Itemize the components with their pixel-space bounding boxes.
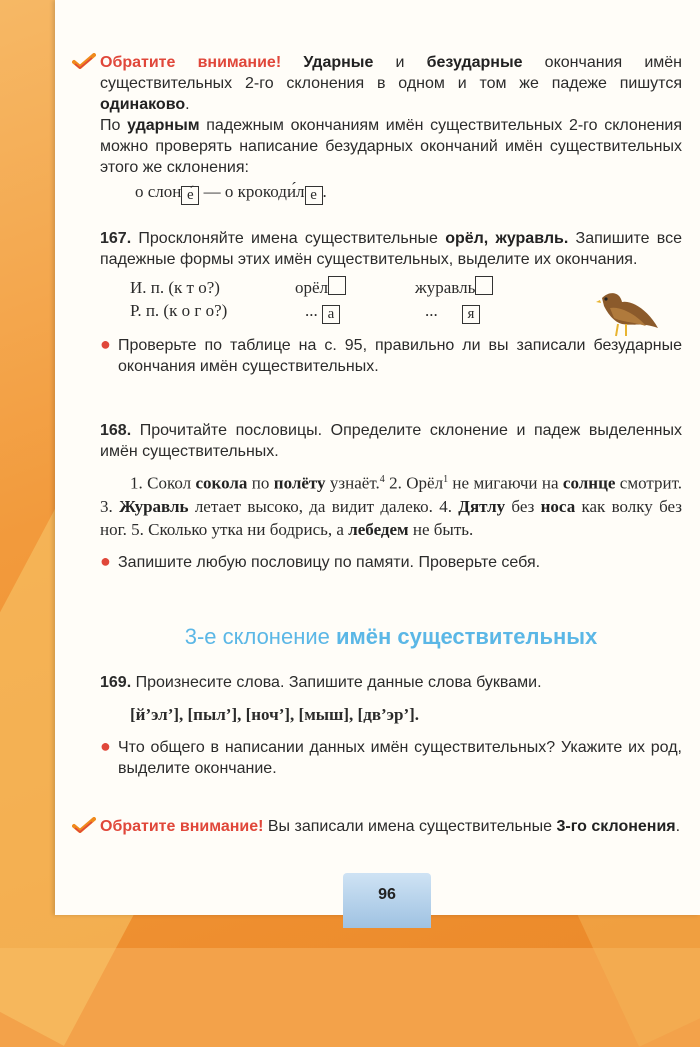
text: Просклоняйте имена существительные bbox=[131, 230, 446, 247]
bold-word: ударным bbox=[127, 117, 200, 134]
text: смотрит. 3. bbox=[100, 473, 683, 516]
bullet-icon: ● bbox=[100, 334, 111, 354]
footnote-mark: 4 bbox=[379, 474, 385, 485]
rule-paragraph bbox=[100, 115, 682, 178]
case-label: И. п. (к т о?) bbox=[130, 278, 220, 297]
bold-word: безударные bbox=[426, 54, 523, 71]
text: Произнесите слова. Запишите данные слова буквами. bbox=[131, 674, 542, 691]
section-heading bbox=[100, 624, 682, 650]
exercise-168 bbox=[100, 420, 682, 573]
attention-note-1 bbox=[100, 52, 682, 205]
ending-box bbox=[328, 276, 346, 295]
eagle-illustration bbox=[592, 288, 662, 340]
example-line: о слон е́ — о крокоди́л е . bbox=[135, 182, 327, 203]
ending-box: е́ bbox=[181, 186, 199, 205]
text: . bbox=[675, 818, 681, 835]
bold-word: Журавль bbox=[119, 496, 189, 516]
bold-word: Дятлу bbox=[458, 496, 506, 516]
text: без bbox=[505, 496, 541, 516]
text: падежным окончаниям имён существительных 2-го склонения можно проверять написание безударных окончаний имён существительных этого же склонения: bbox=[100, 117, 683, 176]
bullet-icon: ● bbox=[100, 736, 111, 756]
checkmark-brush-icon bbox=[72, 53, 96, 69]
exercise-number: 168. bbox=[100, 422, 132, 439]
ending-box: е bbox=[305, 186, 323, 205]
ending-box: я bbox=[462, 305, 480, 324]
ending-box bbox=[475, 276, 493, 295]
bold-word: носа bbox=[540, 496, 576, 516]
word-cell bbox=[305, 299, 340, 324]
text: по bbox=[247, 473, 274, 493]
task-text: Запишите любую пословицу по памяти. Проверьте себя. bbox=[118, 553, 541, 571]
text: не быть. bbox=[408, 519, 474, 539]
exercise-number: 169. bbox=[100, 674, 132, 691]
word-cell bbox=[295, 276, 346, 299]
exercise-number: 167. bbox=[100, 230, 132, 247]
case-label: Р. п. (к о г о?) bbox=[130, 301, 228, 320]
text: Вы записали имена существительные bbox=[263, 818, 557, 835]
attention-note-2 bbox=[100, 816, 682, 837]
text: о слон bbox=[135, 182, 182, 201]
transcription-words: [й’эл’], [пыл’], [ноч’], [мыш], [дв’эр’]. bbox=[130, 705, 420, 724]
bold-word: сокола bbox=[195, 473, 248, 493]
text: узнаёт. bbox=[325, 473, 380, 493]
textbook-page bbox=[55, 0, 700, 915]
text: журавль bbox=[415, 278, 476, 297]
footnote-mark: 1 bbox=[443, 474, 449, 485]
text: По bbox=[100, 117, 128, 134]
attention-label: Обратите внимание! bbox=[100, 818, 264, 835]
task-text: Что общего в написании данных имён существительных? Укажите их род, выделите окончание. bbox=[118, 739, 682, 777]
attention-label: Обратите внимание! bbox=[100, 54, 282, 71]
text: Прочитайте пословицы. Определите склонение и падеж выделенных имён существительных. bbox=[100, 422, 682, 460]
text: окончания имён существительных 2-го склонения в одном и том же падеже пишутся bbox=[100, 54, 683, 92]
word-cell bbox=[415, 276, 493, 299]
proverbs-text bbox=[100, 468, 682, 541]
heading-text-bold: имён существительных bbox=[335, 624, 598, 649]
heading-text: 3-е склонение bbox=[184, 624, 336, 649]
text: Запишите все падежные формы этих имён существительных, выделите их окончания. bbox=[100, 230, 682, 268]
text: и bbox=[373, 54, 427, 71]
bold-word: одинаково bbox=[100, 96, 186, 113]
text: — о крокоди́л bbox=[199, 182, 305, 201]
bold-word: полёту bbox=[273, 473, 326, 493]
ending-box: а bbox=[322, 305, 340, 324]
bold-word: солнце bbox=[562, 473, 616, 493]
page-number: 96 bbox=[343, 873, 431, 928]
text: 1. Сокол bbox=[130, 473, 196, 493]
text: не мигаючи на bbox=[448, 473, 563, 493]
word-cell bbox=[425, 299, 480, 324]
text: ... bbox=[425, 301, 438, 320]
text: 2. Орёл bbox=[384, 473, 444, 493]
text: ... bbox=[305, 301, 318, 320]
checkmark-brush-icon bbox=[72, 817, 96, 833]
text: . bbox=[185, 96, 190, 113]
bold-word: 3-го склонения bbox=[556, 818, 676, 835]
text: летает высоко, да видит далеко. 4. bbox=[188, 496, 459, 516]
text: как волку без ног. 5. Сколько утка ни бодрись, а bbox=[100, 496, 683, 539]
bold-word: орёл, журавль. bbox=[445, 230, 569, 247]
bullet-icon: ● bbox=[100, 550, 111, 571]
task-text: Проверьте по таблице на с. 95, правильно ли вы записали безударные окончания имён существительных. bbox=[118, 337, 682, 375]
text: орёл bbox=[295, 278, 329, 297]
exercise-169 bbox=[100, 672, 682, 779]
bold-word: лебедем bbox=[348, 519, 409, 539]
bold-word: Ударные bbox=[303, 54, 374, 71]
